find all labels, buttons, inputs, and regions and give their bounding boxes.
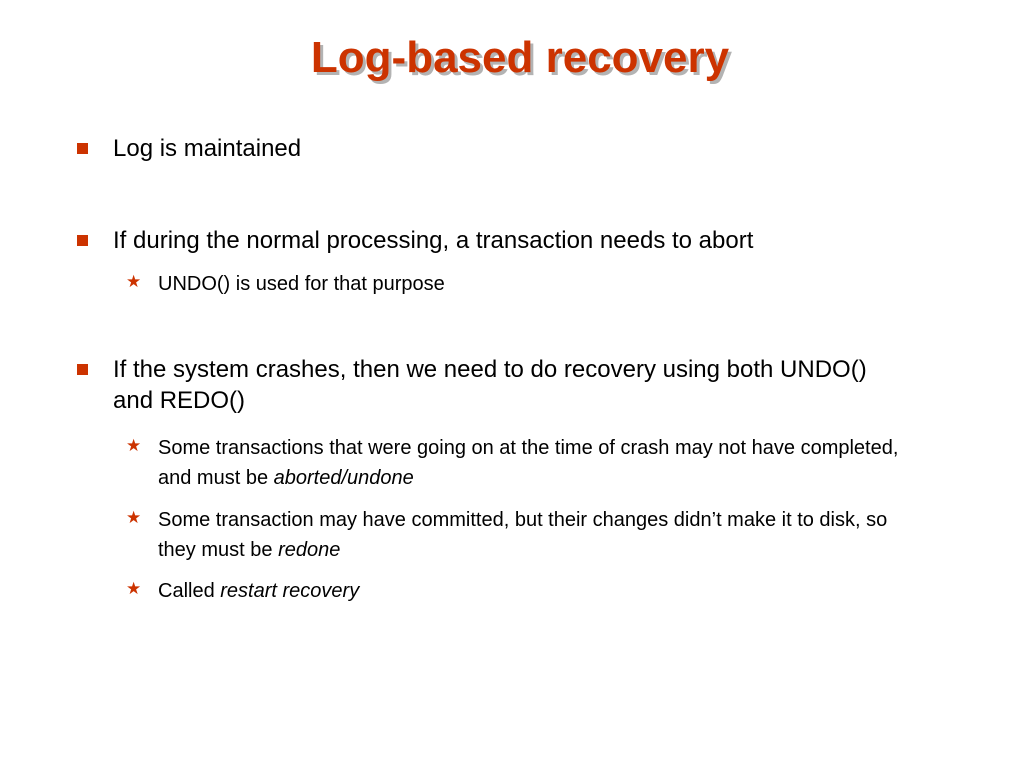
square-bullet-icon [77,364,88,375]
sub-bullet-emphasis: aborted/undone [273,467,414,489]
bullet-item [113,354,913,416]
bullet-item [113,133,913,164]
sub-bullet-text: UNDO() is used for that purpose [158,273,445,295]
sub-bullet-item [126,269,928,299]
sub-bullet-item [126,576,928,606]
slide-title: Log-based recovery [310,33,730,82]
star-bullet-icon: ★ [126,508,142,528]
bullet-text: If during the normal processing, a transaction needs to abort [113,227,754,254]
square-bullet-icon [77,235,88,246]
star-bullet-icon: ★ [126,436,142,456]
star-bullet-icon: ★ [126,272,142,292]
sub-bullet-emphasis: redone [278,539,341,561]
sub-bullet-item [126,505,928,565]
sub-bullet-emphasis: restart recovery [220,580,360,602]
sub-bullet-text: Called [158,580,221,602]
bullet-text: Log is maintained [113,135,302,162]
sub-bullet-item [126,433,928,493]
star-bullet-icon: ★ [126,579,142,599]
sub-bullet-text: Some transactions that were going on at the time of crash may not have completed, and must be [158,437,899,489]
sub-bullet-text: Some transaction may have committed, but their changes didn’t make it to disk, so they must be [158,509,888,561]
bullet-text: If the system crashes, then we need to do recovery using both UNDO() and REDO() [113,356,867,414]
bullet-item [113,225,913,256]
square-bullet-icon [77,143,88,154]
